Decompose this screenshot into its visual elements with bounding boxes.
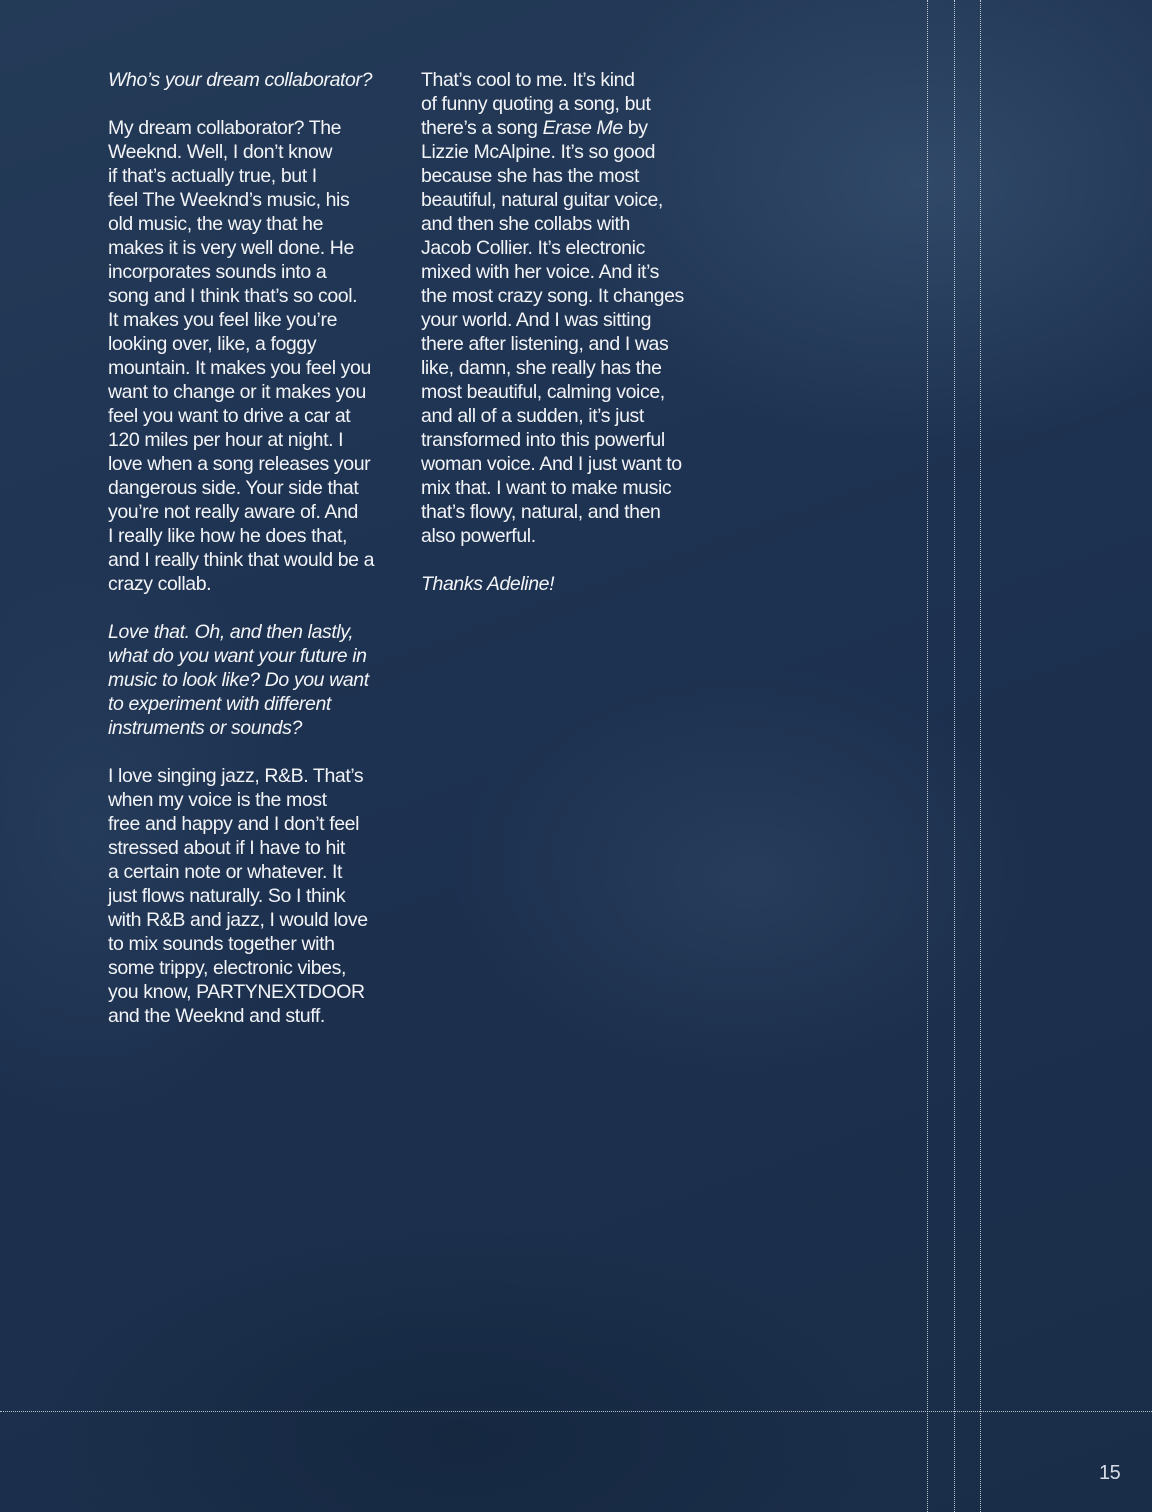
text-line: stressed about if I have to hit xyxy=(108,837,345,859)
text-line: Love that. Oh, and then lastly, xyxy=(108,621,354,643)
answer-future-in-music xyxy=(108,764,393,1028)
text-line: want to change or it makes you xyxy=(108,381,366,403)
text-line: there after listening, and I was xyxy=(421,333,669,355)
text-line: and all of a sudden, it’s just xyxy=(421,405,644,427)
question-future-in-music xyxy=(108,620,393,740)
text-line: Who’s your dream collaborator? xyxy=(108,69,373,91)
text-line: you’re not really aware of. And xyxy=(108,501,358,523)
text-line: you know, PARTYNEXTDOOR xyxy=(108,981,365,1003)
text-line: dangerous side. Your side that xyxy=(108,477,359,499)
closing-thanks: Thanks Adeline! xyxy=(421,573,555,595)
text-line: I love singing jazz, R&B. That’s xyxy=(108,765,364,787)
text-line: music to look like? Do you want xyxy=(108,669,369,691)
text-line: your world. And I was sitting xyxy=(421,309,652,331)
text-line: old music, the way that he xyxy=(108,213,324,235)
song-title-line: there’s a song Erase Me by xyxy=(421,117,648,139)
text-line: transformed into this powerful xyxy=(421,429,665,451)
text-line: some trippy, electronic vibes, xyxy=(108,957,346,979)
text-line: like, damn, she really has the xyxy=(421,357,662,379)
page-number: 15 xyxy=(1099,1462,1121,1484)
text-line: also powerful. xyxy=(421,525,536,547)
text-line: crazy collab. xyxy=(108,573,212,595)
text-line: I really like how he does that, xyxy=(108,525,348,547)
text-line: feel The Weeknd’s music, his xyxy=(108,189,350,211)
text-line: love when a song releases your xyxy=(108,453,371,475)
vertical-dotted-rule-3 xyxy=(980,0,981,1512)
song-title: Erase Me xyxy=(542,117,623,139)
vertical-dotted-rule-2 xyxy=(954,0,955,1512)
text-line: mountain. It makes you feel you xyxy=(108,357,371,379)
text-line: the most crazy song. It changes xyxy=(421,285,684,307)
text-line: if that’s actually true, but I xyxy=(108,165,317,187)
text-line: That’s cool to me. It’s kind xyxy=(421,69,635,91)
text-line: to mix sounds together with xyxy=(108,933,335,955)
text-line: incorporates sounds into a xyxy=(108,261,327,283)
text-line: Lizzie McAlpine. It’s so good xyxy=(421,141,656,163)
left-text-column xyxy=(108,68,393,1052)
text-line: that’s flowy, natural, and then xyxy=(421,501,661,523)
text-line: beautiful, natural guitar voice, xyxy=(421,189,663,211)
text-line: mixed with her voice. And it’s xyxy=(421,261,660,283)
text-line: what do you want your future in xyxy=(108,645,367,667)
text-line: It makes you feel like you’re xyxy=(108,309,338,331)
text-line: Weeknd. Well, I don’t know xyxy=(108,141,333,163)
text-line: free and happy and I don’t feel xyxy=(108,813,360,835)
text-line: because she has the most xyxy=(421,165,640,187)
text-line: of funny quoting a song, but xyxy=(421,93,651,115)
text-line: looking over, like, a foggy xyxy=(108,333,317,355)
text-line: just flows naturally. So I think xyxy=(108,885,346,907)
text-line: most beautiful, calming voice, xyxy=(421,381,665,403)
text-line: instruments or sounds? xyxy=(108,717,302,739)
answer-dream-collaborator xyxy=(108,116,393,596)
text-line: My dream collaborator? The xyxy=(108,117,342,139)
text-line: a certain note or whatever. It xyxy=(108,861,343,883)
text-line: 120 miles per hour at night. I xyxy=(108,429,344,451)
text-line: and I really think that would be a xyxy=(108,549,375,571)
text-line: mix that. I want to make music xyxy=(421,477,672,499)
text-line: woman voice. And I just want to xyxy=(421,453,682,475)
text-line: with R&B and jazz, I would love xyxy=(108,909,368,931)
vertical-dotted-rule-1 xyxy=(927,0,928,1512)
text-line: makes it is very well done. He xyxy=(108,237,354,259)
text-line: when my voice is the most xyxy=(108,789,327,811)
right-text-column xyxy=(421,68,711,620)
question-dream-collaborator xyxy=(108,68,393,92)
text-line: Jacob Collier. It’s electronic xyxy=(421,237,645,259)
text-line: song and I think that’s so cool. xyxy=(108,285,358,307)
text-line: and the Weeknd and stuff. xyxy=(108,1005,325,1027)
text-line: and then she collabs with xyxy=(421,213,630,235)
text-line: feel you want to drive a car at xyxy=(108,405,351,427)
horizontal-dotted-rule xyxy=(0,1411,1152,1412)
text-line: to experiment with different xyxy=(108,693,331,715)
answer-song-quote xyxy=(421,68,711,548)
